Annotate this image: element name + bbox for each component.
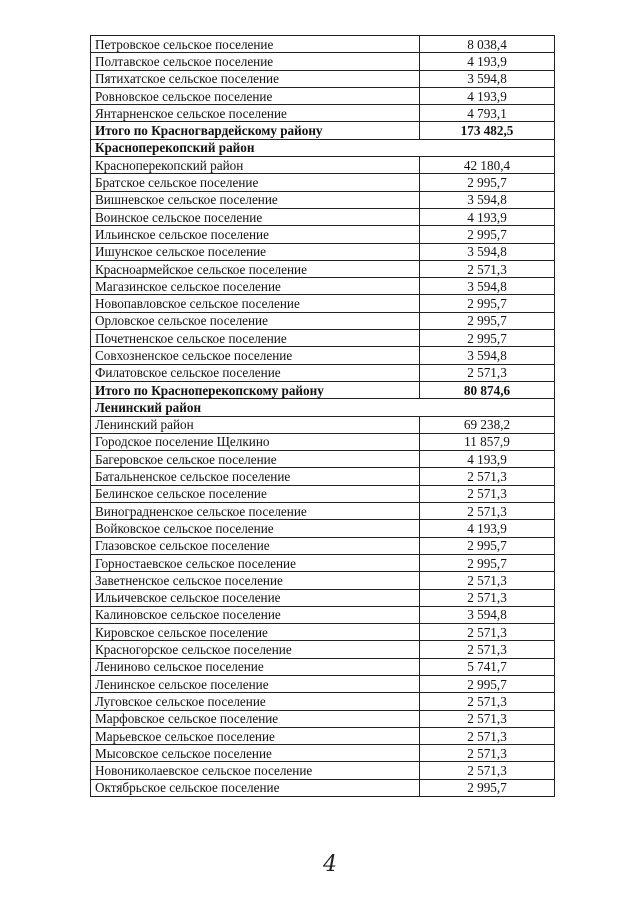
amount-cell: 2 571,3	[420, 589, 555, 606]
amount-cell: 2 995,7	[420, 675, 555, 692]
settlement-name: Орловское сельское поселение	[91, 312, 420, 329]
amount-cell: 2 571,3	[420, 572, 555, 589]
settlement-name: Ленинское сельское поселение	[91, 675, 420, 692]
settlement-name: Почетненское сельское поселение	[91, 330, 420, 347]
table-row	[91, 641, 555, 658]
settlement-name: Ленинский район	[91, 416, 420, 433]
table-row	[91, 745, 555, 762]
table-body	[91, 36, 555, 797]
settlement-name: Мысовское сельское поселение	[91, 745, 420, 762]
table-row	[91, 710, 555, 727]
table-row	[91, 330, 555, 347]
amount-cell: 2 571,3	[420, 641, 555, 658]
table-row	[91, 347, 555, 364]
table-row	[91, 208, 555, 225]
settlement-name: Полтавское сельское поселение	[91, 53, 420, 70]
table-row	[91, 503, 555, 520]
amount-cell: 2 995,7	[420, 779, 555, 796]
amount-cell: 8 038,4	[420, 36, 555, 53]
table-row	[91, 658, 555, 675]
page-number: 4	[323, 852, 337, 877]
table-row	[91, 520, 555, 537]
settlement-name: Новониколаевское сельское поселение	[91, 762, 420, 779]
total-amount: 80 874,6	[420, 381, 555, 398]
table-row	[91, 589, 555, 606]
table-row	[91, 675, 555, 692]
table-row	[91, 606, 555, 623]
table-row	[91, 36, 555, 53]
settlement-name: Петровское сельское поселение	[91, 36, 420, 53]
table-row	[91, 191, 555, 208]
settlement-name: Вишневское сельское поселение	[91, 191, 420, 208]
amount-cell: 11 857,9	[420, 433, 555, 450]
settlement-name: Марьевское сельское поселение	[91, 727, 420, 744]
amount-cell: 4 793,1	[420, 105, 555, 122]
table-row	[91, 779, 555, 796]
allocation-table	[90, 35, 555, 797]
total-label: Итого по Красногвардейскому району	[91, 122, 420, 139]
table-row	[91, 243, 555, 260]
table-row	[91, 451, 555, 468]
settlement-name: Виноградненское сельское поселение	[91, 503, 420, 520]
amount-cell: 2 571,3	[420, 260, 555, 277]
settlement-name: Октябрьское сельское поселение	[91, 779, 420, 796]
amount-cell: 3 594,8	[420, 606, 555, 623]
table-row	[91, 364, 555, 381]
table-row	[91, 53, 555, 70]
settlement-name: Войковское сельское поселение	[91, 520, 420, 537]
amount-cell: 2 995,7	[420, 226, 555, 243]
settlement-name: Красноперекопский район	[91, 157, 420, 174]
amount-cell: 3 594,8	[420, 243, 555, 260]
table-row	[91, 226, 555, 243]
amount-cell: 4 193,9	[420, 520, 555, 537]
settlement-name: Ишунское сельское поселение	[91, 243, 420, 260]
settlement-name: Совхозненское сельское поселение	[91, 347, 420, 364]
settlement-name: Филатовское сельское поселение	[91, 364, 420, 381]
table-row	[91, 762, 555, 779]
settlement-name: Батальненское сельское поселение	[91, 468, 420, 485]
settlement-name: Багеровское сельское поселение	[91, 451, 420, 468]
table-row	[91, 693, 555, 710]
settlement-name: Горностаевское сельское поселение	[91, 554, 420, 571]
table-row	[91, 468, 555, 485]
settlement-name: Ильинское сельское поселение	[91, 226, 420, 243]
table-row	[91, 554, 555, 571]
table-row	[91, 70, 555, 87]
amount-cell: 2 571,3	[420, 364, 555, 381]
settlement-name: Красногорское сельское поселение	[91, 641, 420, 658]
amount-cell: 3 594,8	[420, 347, 555, 364]
settlement-name: Кировское сельское поселение	[91, 624, 420, 641]
settlement-name: Ильичевское сельское поселение	[91, 589, 420, 606]
amount-cell: 4 193,9	[420, 53, 555, 70]
table-row	[91, 278, 555, 295]
amount-cell: 2 571,3	[420, 745, 555, 762]
settlement-name: Глазовское сельское поселение	[91, 537, 420, 554]
table-row	[91, 312, 555, 329]
amount-cell: 2 995,7	[420, 554, 555, 571]
settlement-name: Луговское сельское поселение	[91, 693, 420, 710]
settlement-name: Братское сельское поселение	[91, 174, 420, 191]
settlement-name: Калиновское сельское поселение	[91, 606, 420, 623]
amount-cell: 2 571,3	[420, 624, 555, 641]
table-row	[91, 174, 555, 191]
settlement-name: Пятихатское сельское поселение	[91, 70, 420, 87]
amount-cell: 2 571,3	[420, 762, 555, 779]
amount-cell: 3 594,8	[420, 70, 555, 87]
amount-cell: 2 571,3	[420, 693, 555, 710]
table-row	[91, 537, 555, 554]
amount-cell: 2 571,3	[420, 503, 555, 520]
amount-cell: 3 594,8	[420, 278, 555, 295]
total-amount: 173 482,5	[420, 122, 555, 139]
amount-cell: 4 193,9	[420, 87, 555, 104]
settlement-name: Лениново сельское поселение	[91, 658, 420, 675]
total-row	[91, 381, 555, 398]
settlement-name: Ровновское сельское поселение	[91, 87, 420, 104]
table-row	[91, 105, 555, 122]
table-row	[91, 157, 555, 174]
amount-cell: 2 995,7	[420, 537, 555, 554]
table-row	[91, 87, 555, 104]
settlement-name: Янтарненское сельское поселение	[91, 105, 420, 122]
settlement-name: Магазинское сельское поселение	[91, 278, 420, 295]
section-title: Красноперекопский район	[91, 139, 555, 156]
table-row	[91, 572, 555, 589]
total-row	[91, 122, 555, 139]
settlement-name: Городское поселение Щелкино	[91, 433, 420, 450]
settlement-name: Красноармейское сельское поселение	[91, 260, 420, 277]
settlement-name: Новопавловское сельское поселение	[91, 295, 420, 312]
settlement-name: Заветненское сельское поселение	[91, 572, 420, 589]
amount-cell: 5 741,7	[420, 658, 555, 675]
section-header-row	[91, 139, 555, 156]
amount-cell: 2 571,3	[420, 468, 555, 485]
amount-cell: 2 995,7	[420, 174, 555, 191]
settlement-name: Марфовское сельское поселение	[91, 710, 420, 727]
amount-cell: 4 193,9	[420, 451, 555, 468]
section-title: Ленинский район	[91, 399, 555, 416]
table-row	[91, 260, 555, 277]
table-row	[91, 485, 555, 502]
table-row	[91, 416, 555, 433]
total-label: Итого по Красноперекопскому району	[91, 381, 420, 398]
amount-cell: 2 995,7	[420, 330, 555, 347]
table-row	[91, 433, 555, 450]
table-row	[91, 727, 555, 744]
amount-cell: 2 995,7	[420, 295, 555, 312]
amount-cell: 69 238,2	[420, 416, 555, 433]
section-header-row	[91, 399, 555, 416]
amount-cell: 2 571,3	[420, 485, 555, 502]
table-row	[91, 624, 555, 641]
amount-cell: 4 193,9	[420, 208, 555, 225]
amount-cell: 2 571,3	[420, 710, 555, 727]
amount-cell: 2 571,3	[420, 727, 555, 744]
table-row	[91, 295, 555, 312]
settlement-name: Белинское сельское поселение	[91, 485, 420, 502]
settlement-name: Воинское сельское поселение	[91, 208, 420, 225]
amount-cell: 42 180,4	[420, 157, 555, 174]
amount-cell: 2 995,7	[420, 312, 555, 329]
amount-cell: 3 594,8	[420, 191, 555, 208]
